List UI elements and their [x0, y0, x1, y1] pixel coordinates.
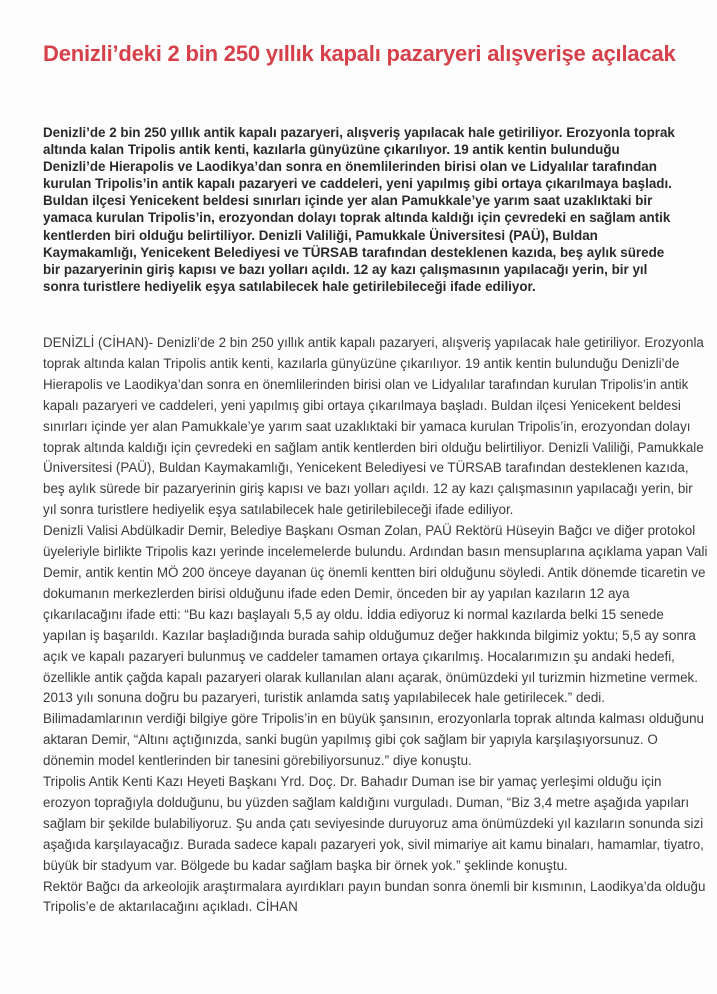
body-paragraph: DENİZLİ (CİHAN)- Denizli’de 2 bin 250 yıllık antik kapalı pazaryeri, alışveriş yapılacak hale getiriliyor. Erozyonla toprak altında kalan Tripolis antik kenti, kazılarla günyüzüne çıkarılıyor. 19 antik kentin bulunduğu Denizli’de Hierapolis ve Laodikya’dan sonra en önemlilerinden birisi olan ve Lidyalılar tarafından kurulan Tripolis’in antik kapalı pazaryeri ve caddeleri, yeni yapılmış gibi ortaya çıkarılmaya başladı. Buldan ilçesi Yenicekent beldesi sınırları içinde yer alan Pamukkale’ye yarım saat uzaklıktaki bir yamaca kurulan Tripolis’in, erozyondan dolayı toprak altında kaldığı için çevredeki en sağlam antik kentlerden biri olduğu belirtiliyor. Denizli Valiliği, Pamukkale Üniversitesi (PAÜ), Buldan Kaymakamlığı, Yenicekent Belediyesi ve TÜRSAB tarafından desteklenen kazıda, beş aylık sürede bir pazaryerinin giriş kapısı ve bazı yolları açıldı. 12 ay kazı çalışmasının yapılacağı yerin, bir yıl sonra turistlere hediyelik eşya satılabilecek hale getirilebileceği ifade ediliyor. [43, 335, 704, 518]
body-paragraph: Rektör Bağcı da arkeolojik araştırmalara ayırdıkları payın bundan sonra önemli bir kısmının, Laodikya’da olduğu Tripolis’e de aktarılacağını açıkladı. CİHAN [43, 878, 706, 915]
article-summary: Denizli’de 2 bin 250 yıllık antik kapalı pazaryeri, alışveriş yapılacak hale getiriliyor. Erozyonla toprak altında kalan Tripolis antik kenti, kazılarla günyüzüne çıkarılıyor. 19 antik kentin bulunduğu Denizli’de Hierapolis ve Laodikya’dan sonra en önemlilerinden birisi olan ve Lidyalılar tarafından kurulan Tripolis’in antik kapalı pazaryeri ve caddeleri, yeni yapılmış gibi ortaya çıkarılmaya başladı. Buldan ilçesi Yenicekent beldesi sınırları içinde yer alan Pamukkale’ye yarım saat uzaklıktaki bir yamaca kurulan Tripolis’in, erozyondan dolayı toprak altında kaldığı için çevredeki en sağlam antik kentlerden biri olduğu belirtiliyor. Denizli Valiliği, Pamukkale Üniversitesi (PAÜ), Buldan Kaymakamlığı, Yenicekent Belediyesi ve TÜRSAB tarafından desteklenen kazıda, beş aylık sürede bir pazaryerinin giriş kapısı ve bazı yolları açıldı. 12 ay kazı çalışmasının yapılacağı yerin, bir yıl sonra turistlere hediyelik eşya satılabilecek hale getirilebileceği ifade ediliyor. [43, 125, 675, 294]
body-paragraph: Tripolis Antik Kenti Kazı Heyeti Başkanı Yrd. Doç. Dr. Bahadır Duman ise bir yamaç yerleşimi olduğu için erozyon toprağıyla dolduğunu, bu yüzden sağlam kaldığını vurguladı. Duman, “Biz 3,4 metre aşağıda yapıları sağlam bir şekilde bulabiliyoruz. Şu anda çatı seviyesinde duruyoruz ama önümüzdeki yıl kazıların sonunda sizi aşağıda karşılayacağız. Burada sadece kapalı pazaryeri yok, sivil mimariye ait kamu binaları, hamamlar, tiyatro, büyük bir stadyum var. Bölgede bu kadar sağlam başka bir örnek yok.” şeklinde konuştu. [43, 774, 704, 873]
article-body [43, 333, 708, 918]
body-paragraph: Denizli Valisi Abdülkadir Demir, Belediye Başkanı Osman Zolan, PAÜ Rektörü Hüseyin Bağcı ve diğer protokol üyeleriyle birlikte Tripolis kazı yerinde incelemelerde bulundu. Ardından basın mensuplarına açıklama yapan Vali Demir, antik kentin MÖ 200 önceye dayanan üç önemli kentten biri olduğunu söyledi. Antik dönemde ticaretin ve dokumanın merkezlerden birisi olduğunu ifade eden Demir, önceden bir ay yapılan kazıların 12 aya çıkarılacağını ifade etti: “Bu kazı başlayalı 5,5 ay oldu. İddia ediyoruz ki normal kazılarda belki 15 senede yapılan iş başarıldı. Kazılar başladığında burada sahip olduğumuz değer hakkında bilgimiz yoktu; 5,5 ay sonra açık ve kapalı pazaryeri bulunmuş ve caddeler tamamen ortaya çıkarılmış. Hocalarımızın şu andaki hedefi, özellikle antik çağda kapalı pazaryeri olarak kullanılan alanı açarak, önümüzdeki yıl turizmin hizmetine vermek. 2013 yılı sonuna doğru bu pazaryeri, turistik anlamda satış yapılabilecek hale getirilecek.” dedi. Bilimadamlarının verdiği bilgiye göre Tripolis’in en büyük şansının, erozyonlarla toprak altında kalması olduğunu aktaran Demir, “Altını açtığınızda, sanki bugün yapılmış gibi çok sağlam bir yapıyla karşılaşıyorsunuz. O dönemin model kentlerinden bir tanesini görebiliyorsunuz.” diye konuştu. [43, 523, 708, 769]
article-title: Denizli’deki 2 bin 250 yıllık kapalı pazaryeri alışverişe açılacak [43, 41, 676, 66]
